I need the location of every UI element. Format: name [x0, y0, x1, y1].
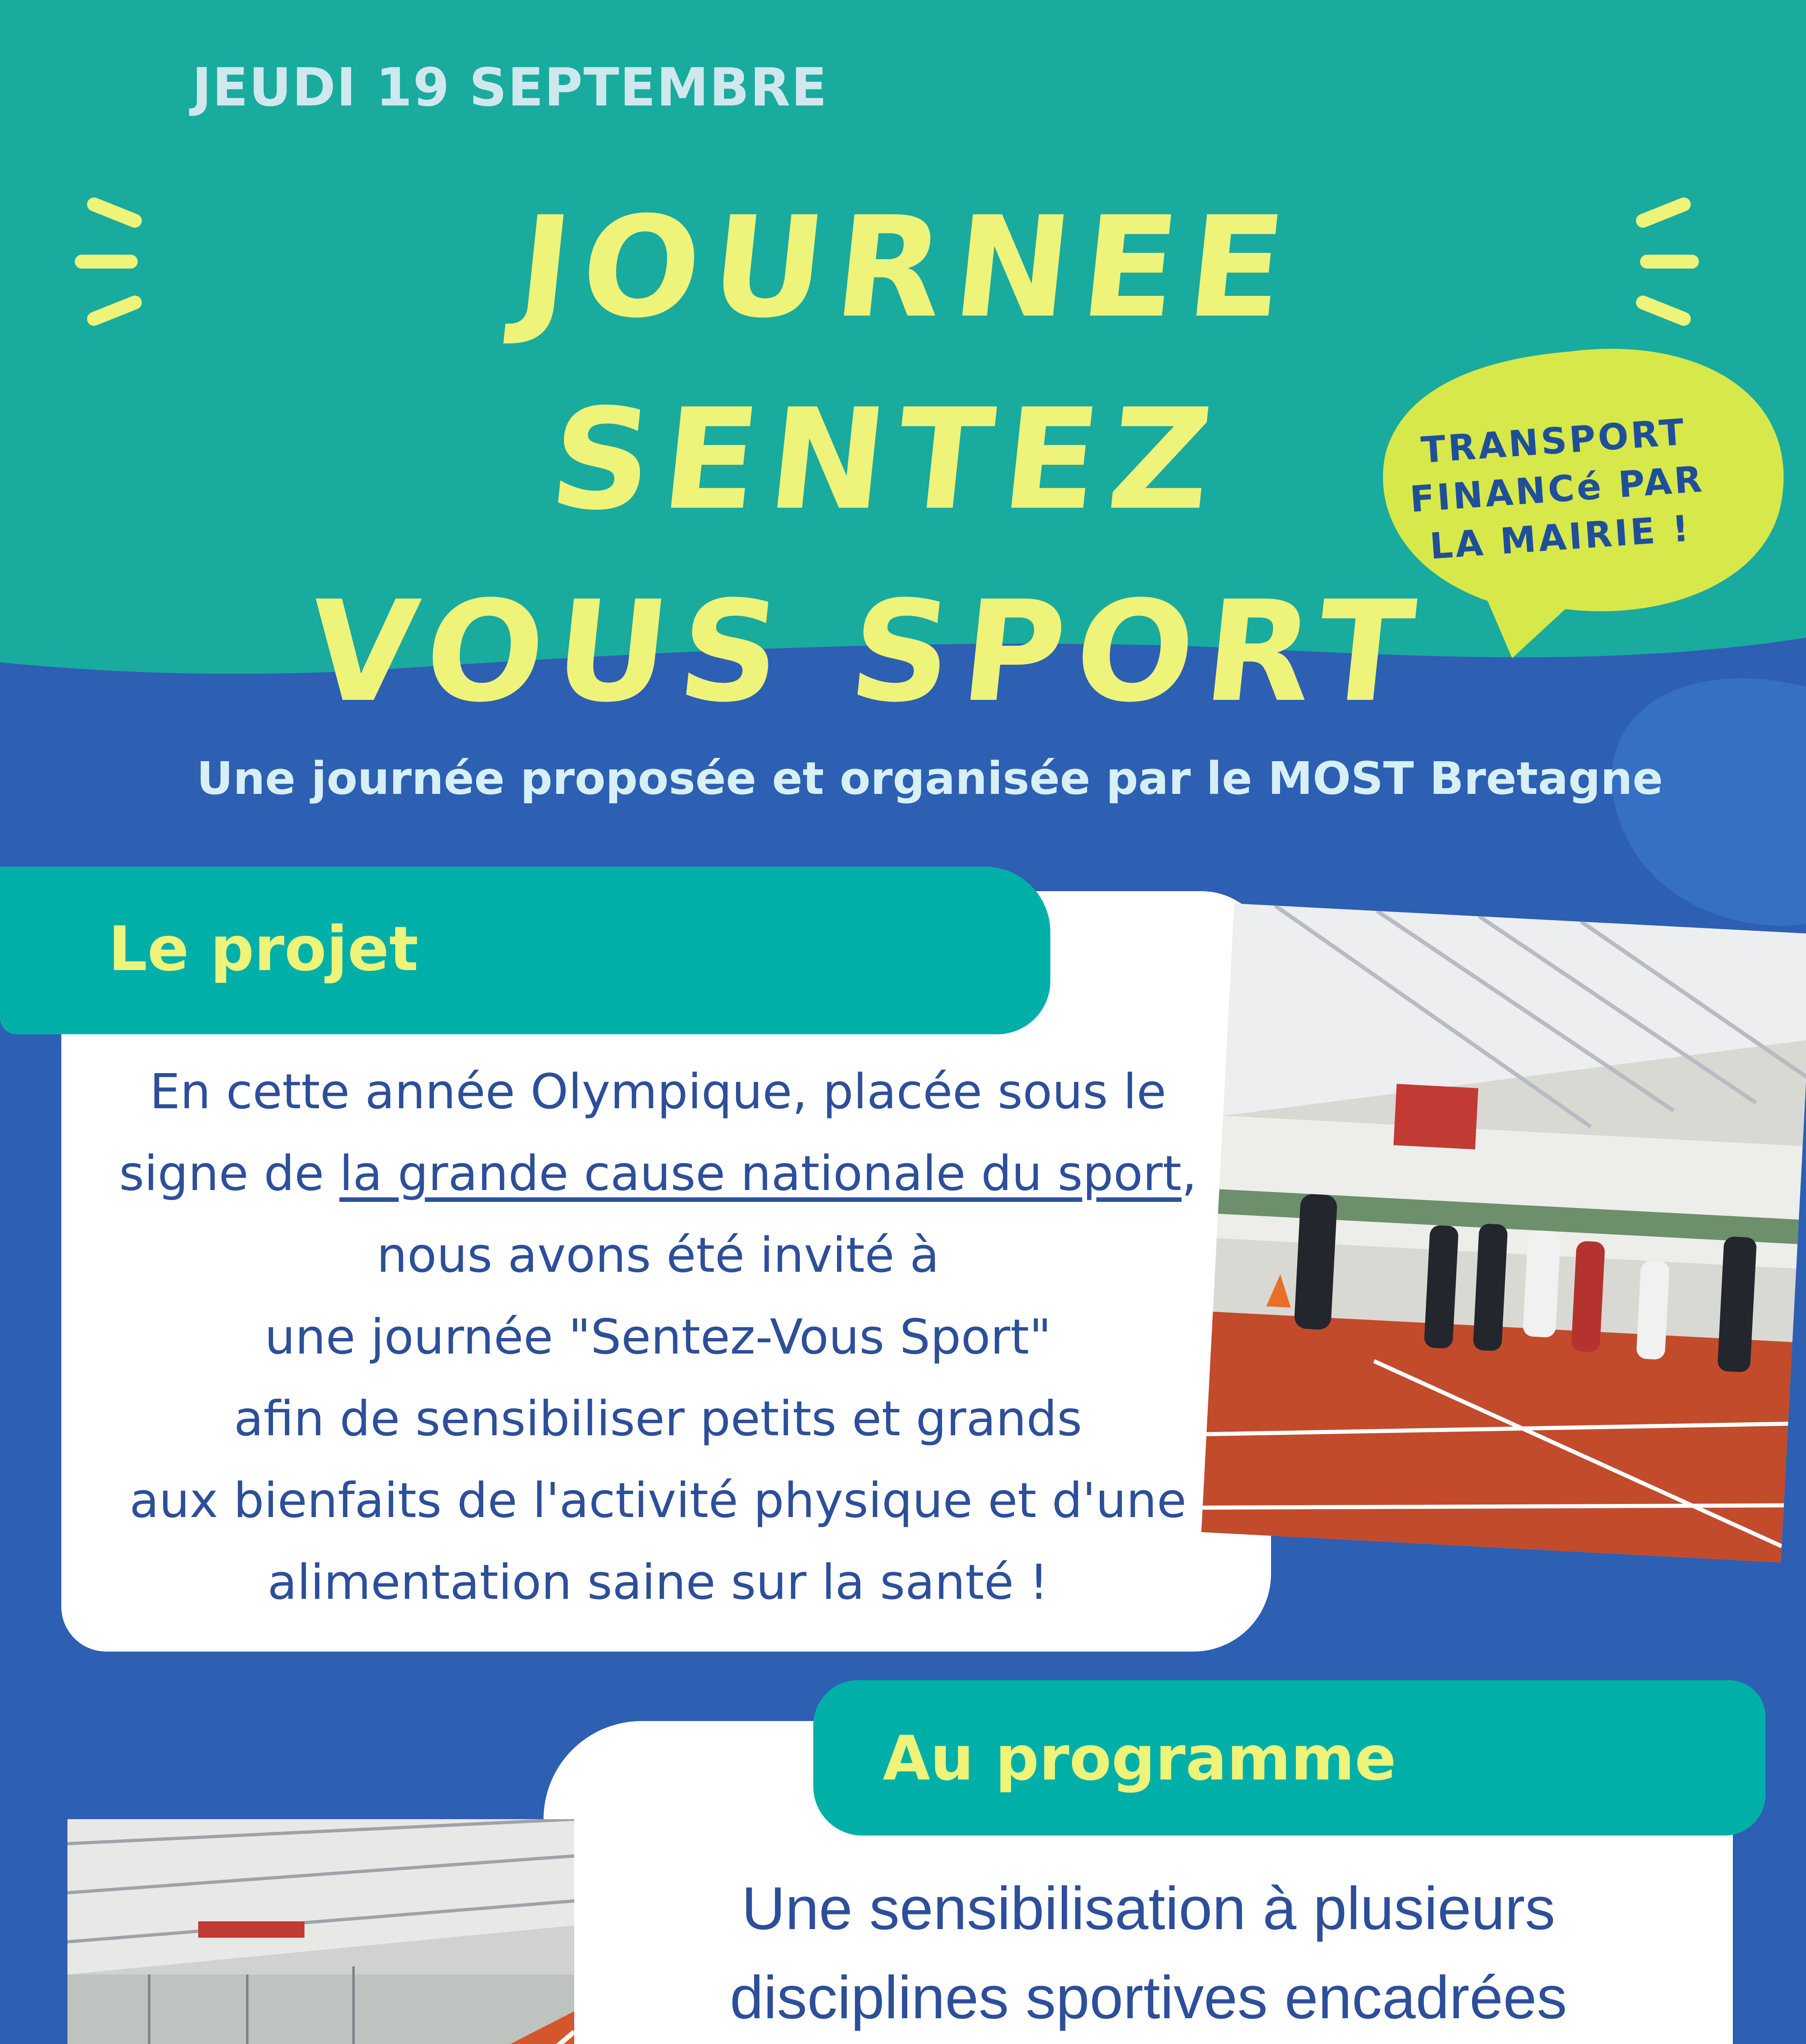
bubble-line-3: LA MAIRIE ! — [1428, 507, 1693, 567]
projet-line-3: nous avons été invité à — [376, 1227, 940, 1283]
projet-line-6: aux bienfaits de l'activité physique et d'une — [129, 1472, 1187, 1529]
projet-line-5: afin de sensibiliser petits et grands — [234, 1390, 1082, 1447]
programme-line-2: disciplines sportives encadrées — [730, 1964, 1567, 2031]
archery-photo — [1201, 903, 1806, 1562]
projet-line-2 — [74, 1132, 1242, 1214]
projet-line-2-pre: signe de — [119, 1145, 340, 1201]
title-line-2: VOUS SPORT — [301, 571, 1432, 733]
projet-heading: Le projet — [108, 914, 418, 985]
transport-bubble-text — [1381, 405, 1734, 574]
programme-line-3 — [589, 2042, 1708, 2044]
wheelchair-photo — [67, 1819, 574, 2044]
projet-line-7: alimentation saine sur la santé ! — [267, 1554, 1049, 1610]
programme-heading: Au programme — [883, 1723, 1396, 1794]
projet-line-2-post: , — [1182, 1145, 1197, 1201]
organizer-subtitle: Une journée proposée et organisée par le MOST Bretagne — [196, 752, 1663, 805]
projet-line-1: En cette année Olympique, placée sous le — [150, 1063, 1166, 1120]
title-line-1: JOURNEE SENTEZ — [510, 187, 1304, 541]
event-date: JEUDI 19 SEPTEMBRE — [192, 57, 828, 118]
programme-line-1: Une sensibilisation à plusieurs — [741, 1875, 1555, 1942]
programme-body — [589, 1864, 1708, 2044]
projet-body — [74, 1051, 1242, 1623]
grande-cause-link[interactable]: la grande cause nationale du sport — [339, 1145, 1182, 1201]
bubble-line-1: TRANSPORT — [1419, 410, 1688, 471]
projet-line-4: une journée "Sentez-Vous Sport" — [264, 1309, 1052, 1365]
bubble-line-2: FINANCé PAR — [1408, 457, 1706, 521]
